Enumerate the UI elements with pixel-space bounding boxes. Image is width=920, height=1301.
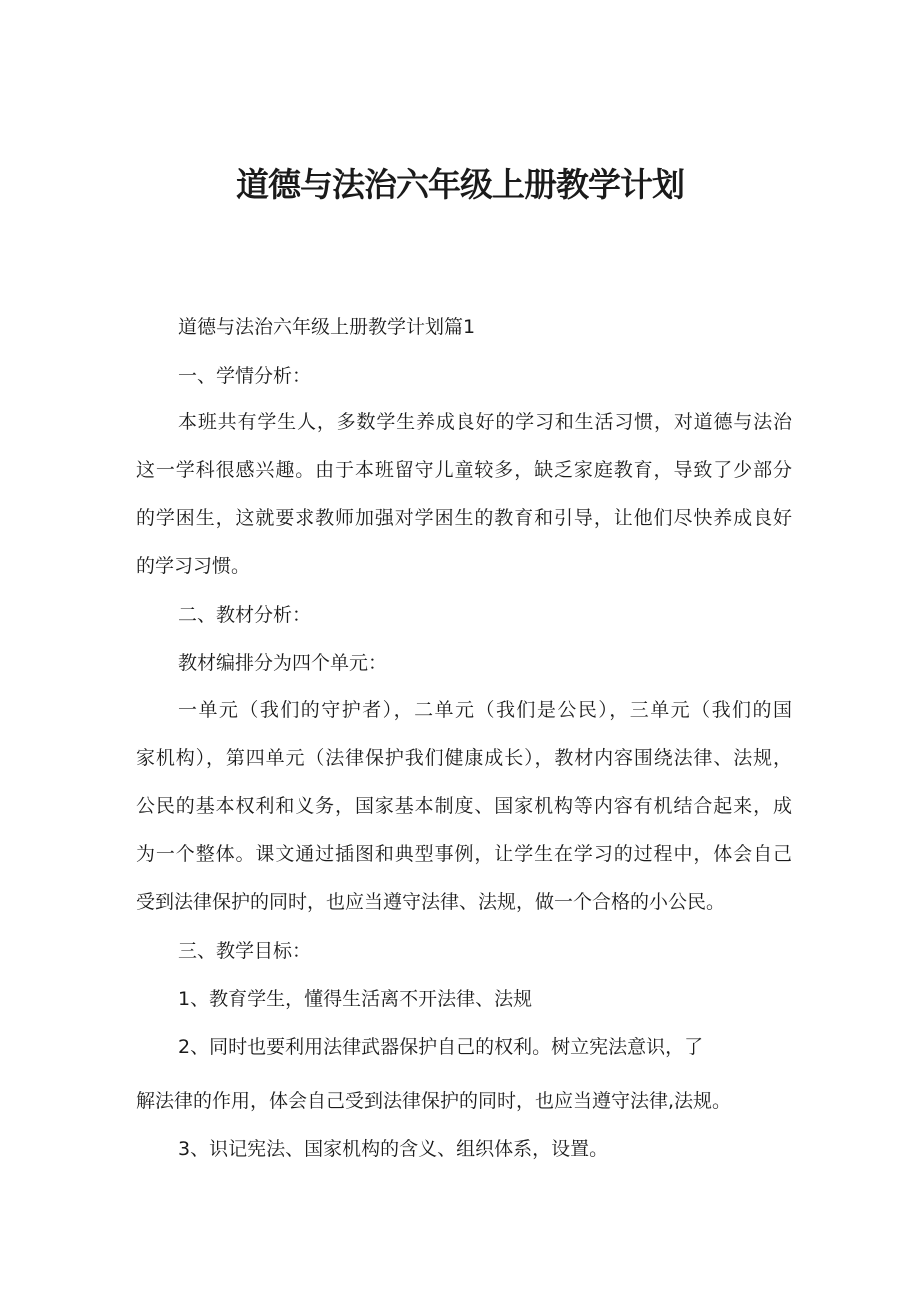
paragraph-line: 这一学科很感兴趣。由于本班留守儿童较多，缺乏家庭教育，导致了少部分 (136, 459, 792, 481)
paragraph-line: 家机构），第四单元（法律保护我们健康成长），教材内容围绕法律、法规， (136, 747, 792, 769)
paragraph-line: 一单元（我们的守护者），二单元（我们是公民），三单元（我们的国 (178, 699, 792, 721)
paragraph-line: 的学困生，这就要求教师加强对学困生的教育和引导，让他们尽快养成良好 (136, 507, 792, 529)
list-item: 2、同时也要利用法律武器保护自己的权利。树立宪法意识，了 (178, 1036, 704, 1058)
paragraph-line: 的学习习惯。 (136, 555, 251, 577)
section-heading-goals: 三、教学目标： (178, 940, 312, 962)
list-item: 3、识记宪法、国家机构的含义、组织体系，设置。 (178, 1138, 609, 1160)
section-heading-plan: 道德与法治六年级上册教学计划篇1 (178, 316, 476, 338)
paragraph-line: 公民的基本权利和义务，国家基本制度、国家机构等内容有机结合起来，成 (136, 795, 792, 817)
list-item: 1、教育学生，懂得生活离不开法律、法规 (178, 988, 533, 1010)
section-heading-textbook: 二、教材分析： (178, 604, 312, 626)
document-title: 道德与法治六年级上册教学计划 (236, 165, 684, 204)
paragraph-line: 教材编排分为四个单元： (178, 652, 388, 674)
paragraph-line: 解法律的作用，体会自己受到法律保护的同时，也应当遵守法律,法规。 (136, 1090, 732, 1112)
section-heading-analysis: 一、学情分析： (178, 365, 312, 387)
paragraph-line: 本班共有学生人，多数学生养成良好的学习和生活习惯，对道德与法治 (178, 411, 792, 433)
paragraph-line: 为一个整体。课文通过插图和典型事例，让学生在学习的过程中，体会自己 (136, 843, 792, 865)
paragraph-line: 受到法律保护的同时，也应当遵守法律、法规，做一个合格的小公民。 (136, 891, 726, 913)
